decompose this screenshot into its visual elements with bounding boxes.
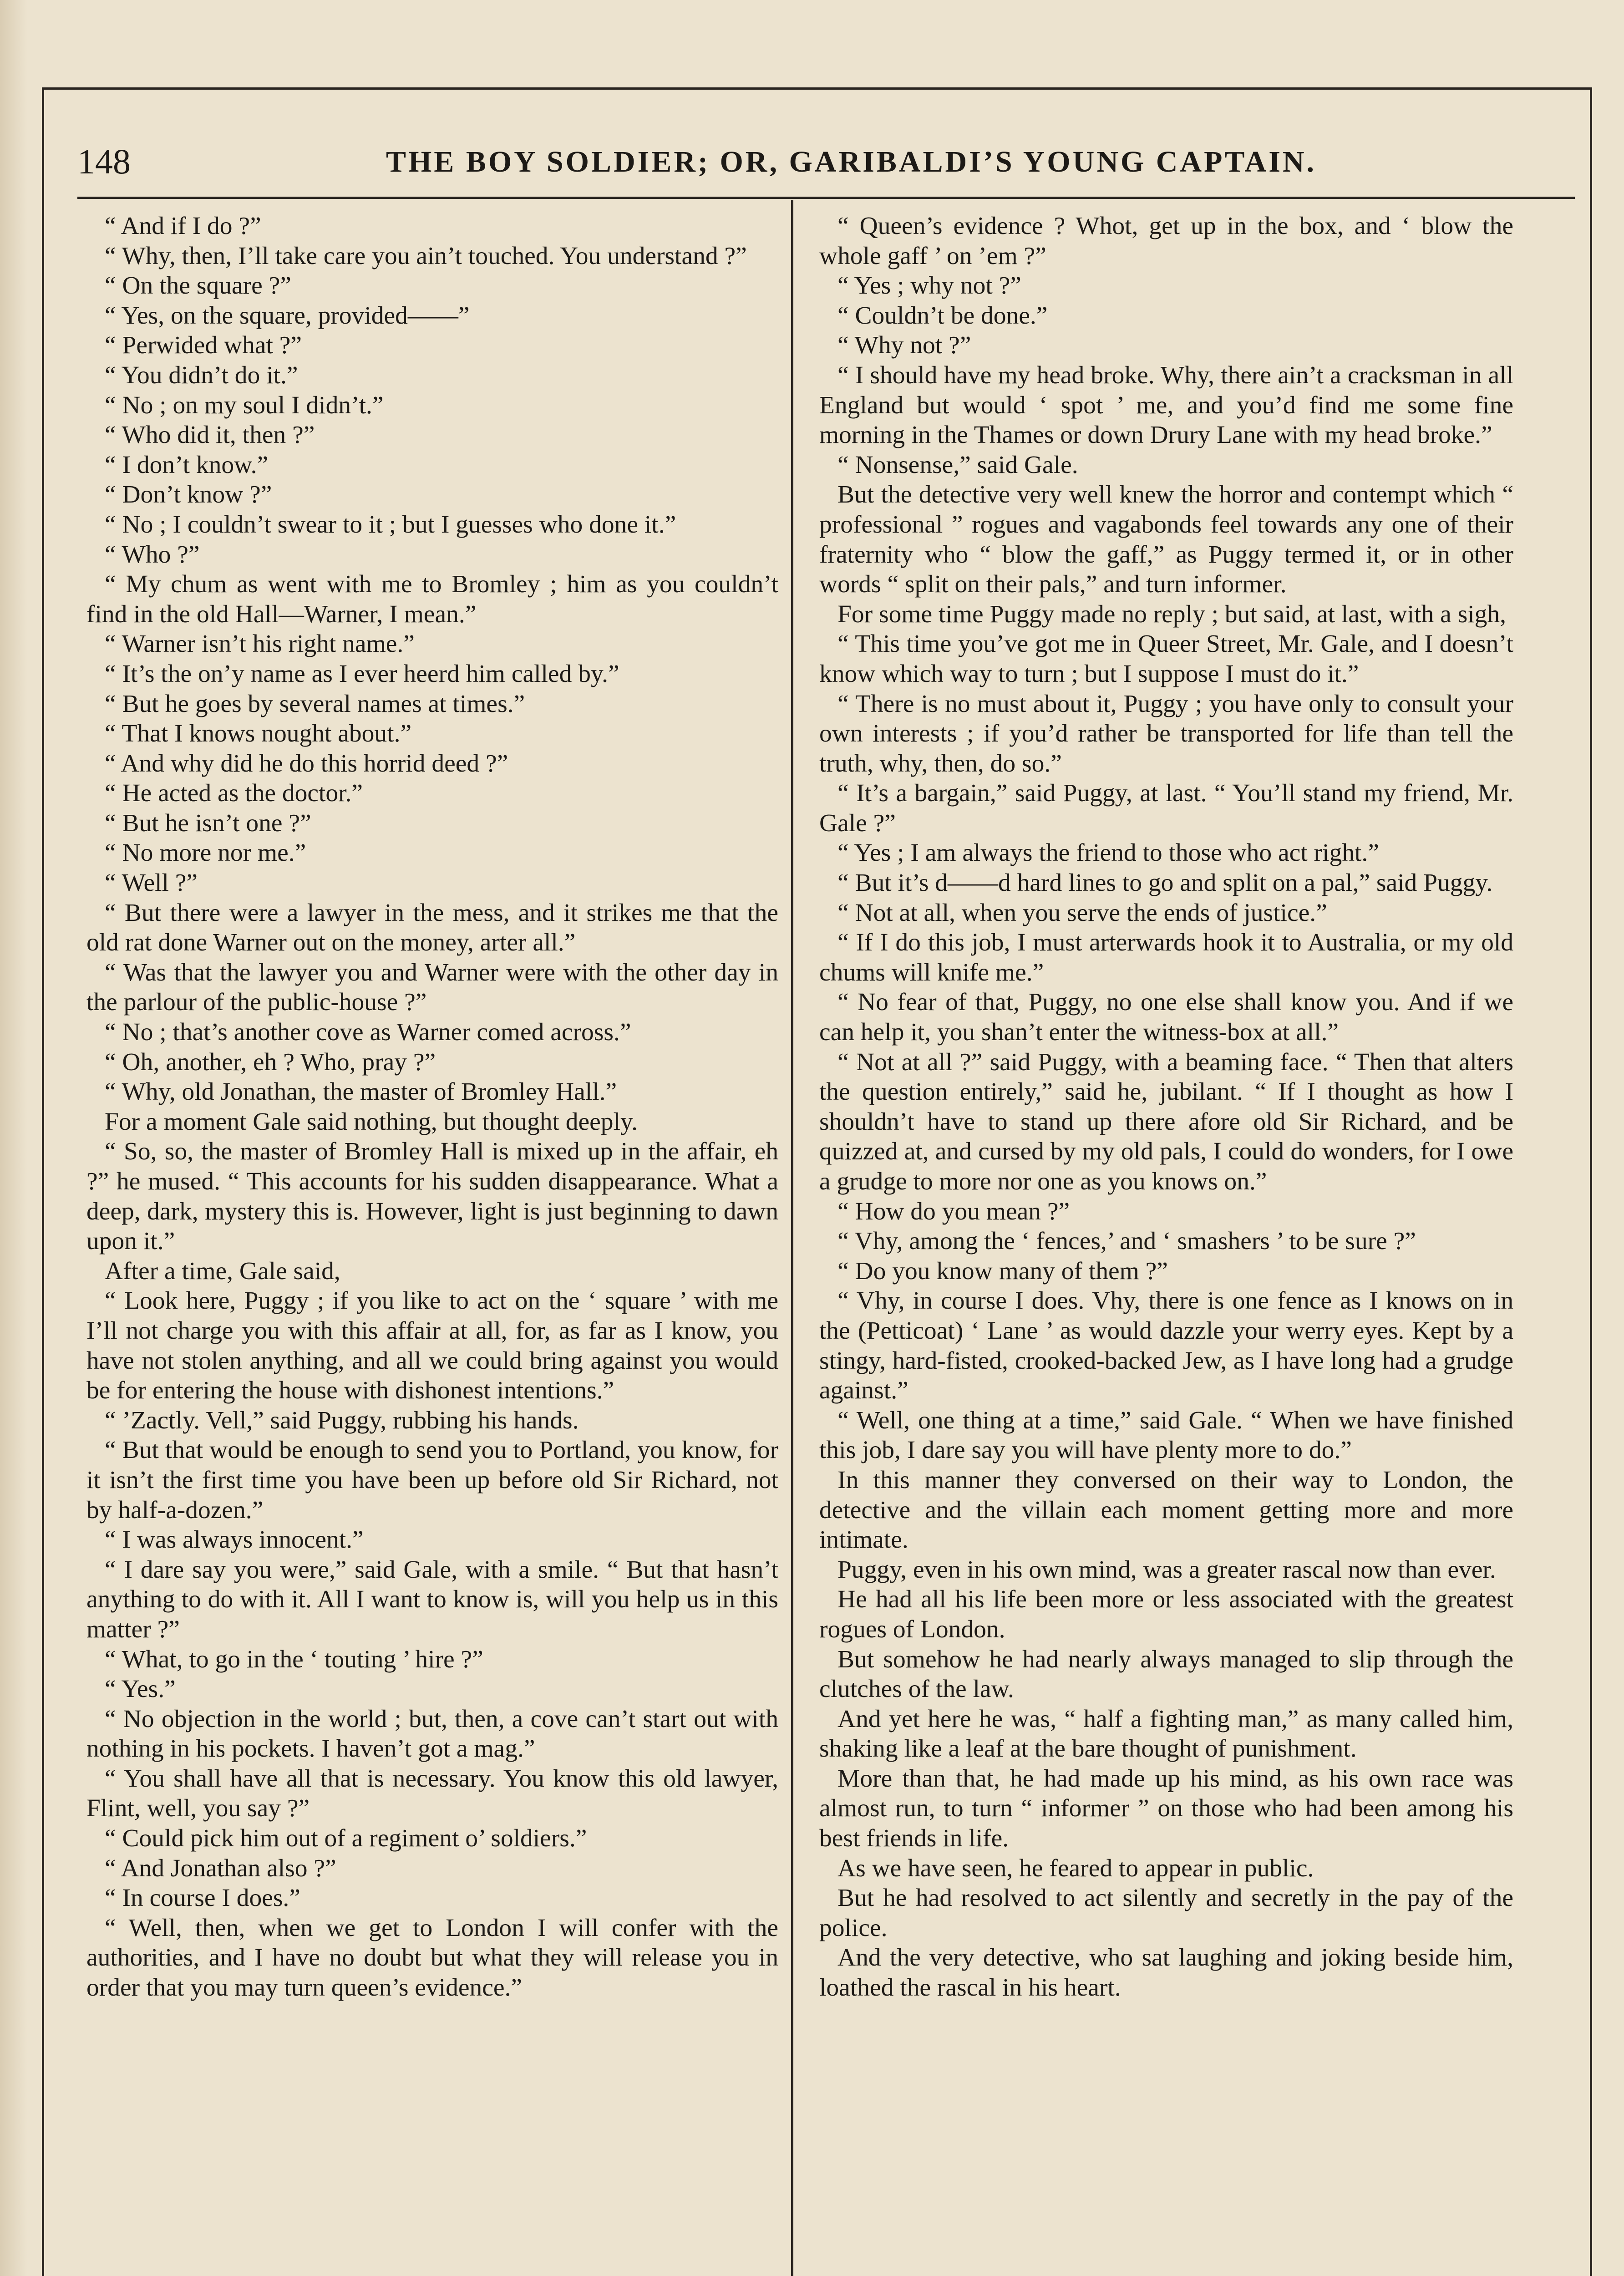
paragraph: “ Don’t know ?” xyxy=(105,481,272,509)
paragraph: “ Yes.” xyxy=(105,1675,176,1703)
paragraph: “ Queen’s evidence ? Whot, get up in the box, and ‘ blow the whole gaff ’ on ’em ?” xyxy=(819,212,1513,270)
header-rule xyxy=(77,197,1575,199)
paragraph: “ In course I does.” xyxy=(105,1884,300,1912)
paragraph: “ But he goes by several names at times.” xyxy=(105,690,525,718)
column-divider xyxy=(791,200,793,2276)
paragraph: “ No ; on my soul I didn’t.” xyxy=(105,391,384,419)
paragraph: “ And if I do ?” xyxy=(105,212,261,240)
page-header xyxy=(77,137,1579,187)
paragraph: “ Who ?” xyxy=(105,540,200,569)
paragraph: “ How do you mean ?” xyxy=(837,1197,1070,1225)
paragraph: “ My chum as went with me to Bromley ; him as you couldn’t find in the old Hall—Warner, I mean.” xyxy=(86,570,778,628)
paragraph: “ Well, one thing at a time,” said Gale. “ When we have finished this job, I dare say you will have plenty more to do.” xyxy=(819,1406,1513,1464)
paragraph: “ Look here, Puggy ; if you like to act on the ‘ square ’ with me I’ll not charge you with this affair at all, for, as far as I know, you have not stolen anything, and all we could bring against you would be for entering the house with dishonest intentions.” xyxy=(86,1287,778,1405)
paragraph: “ So, so, the master of Bromley Hall is mixed up in the affair, eh ?” he mused. “ This accounts for his sudden disappearance. What a deep, dark, mystery this is. However, light is just beginning to dawn upon it.” xyxy=(86,1138,778,1255)
paragraph: “ No fear of that, Puggy, no one else shall know you. And if we can help it, you shan’t enter the witness-box at all.” xyxy=(819,988,1513,1047)
paragraph: “ But he isn’t one ?” xyxy=(105,809,311,837)
paragraph: More than that, he had made up his mind, as his own race was almost run, to turn “ informer ” on those who had been among his best friends in life. xyxy=(819,1764,1513,1853)
paragraph: “ I don’t know.” xyxy=(105,451,269,479)
paragraph: “ Yes ; why not ?” xyxy=(837,272,1021,300)
paragraph: After a time, Gale said, xyxy=(105,1257,340,1285)
paragraph: And yet here he was, “ half a fighting man,” as many called him, shaking like a leaf at the bare thought of punishment. xyxy=(819,1705,1513,1763)
paragraph: “ That I knows nought about.” xyxy=(105,720,412,748)
paragraph: “ Vhy, among the ‘ fences,’ and ‘ smashers ’ to be sure ?” xyxy=(837,1227,1416,1255)
paragraph: For a moment Gale said nothing, but thought deeply. xyxy=(105,1108,638,1136)
paragraph: “ Yes ; I am always the friend to those who act right.” xyxy=(837,839,1379,867)
paragraph: And the very detective, who sat laughing and joking beside him, loathed the rascal in his heart. xyxy=(819,1944,1513,2002)
paragraph: “ Vhy, in course I does. Vhy, there is one fence as I knows on in the (Petticoat) ‘ Lane ’ as would dazzle your werry eyes. Kept by a stingy, hard-fisted, crooked-backed Jew, as I have long had a grudge against.” xyxy=(819,1287,1513,1405)
paragraph: “ Oh, another, eh ? Who, pray ?” xyxy=(105,1048,436,1076)
paragraph: But the detective very well knew the horror and contempt which “ professional ” rogues and vagabonds feel towards any one of their fraternity who “ blow the gaff,” as Puggy termed it, or in other words “ split on their pals,” and turn informer. xyxy=(819,481,1513,599)
page-number: 148 xyxy=(77,142,131,181)
paragraph: Puggy, even in his own mind, was a greater rascal now than ever. xyxy=(837,1555,1496,1584)
paragraph: “ There is no must about it, Puggy ; you have only to consult your own interests ; if you’d rather be transported for life than tell the truth, why, then, do so.” xyxy=(819,690,1513,777)
paragraph: “ Not at all, when you serve the ends of justice.” xyxy=(837,899,1327,927)
paragraph: “ He acted as the doctor.” xyxy=(105,779,363,808)
paragraph: “ You didn’t do it.” xyxy=(105,361,298,389)
paragraph: “ I dare say you were,” said Gale, with a smile. “ But that hasn’t anything to do with it. All I want to know is, will you help us in this matter ?” xyxy=(86,1555,778,1643)
paragraph: “ I was always innocent.” xyxy=(105,1526,364,1554)
paragraph: “ Yes, on the square, provided——” xyxy=(105,301,470,330)
paragraph: He had all his life been more or less associated with the greatest rogues of London. xyxy=(819,1585,1513,1643)
paragraph: “ Perwided what ?” xyxy=(105,331,302,360)
paragraph: As we have seen, he feared to appear in public. xyxy=(837,1854,1314,1882)
paragraph: “ You shall have all that is necessary. You know this old lawyer, Flint, well, you say ?” xyxy=(86,1764,778,1823)
paragraph: “ Well ?” xyxy=(105,869,198,897)
paragraph: “ No ; I couldn’t swear to it ; but I guesses who done it.” xyxy=(105,510,676,539)
paragraph: But he had resolved to act silently and secretly in the pay of the police. xyxy=(819,1884,1513,1942)
paragraph: “ I should have my head broke. Why, there ain’t a cracksman in all England but would ‘ spot ’ me, and you’d find me some fine morning in the Thames or down Drury Lane with my head broke.” xyxy=(819,361,1513,449)
paragraph: “ On the square ?” xyxy=(105,272,291,300)
paragraph: “ Do you know many of them ?” xyxy=(837,1257,1168,1285)
paragraph: “ No more nor me.” xyxy=(105,839,306,867)
paragraph: “ If I do this job, I must arterwards hook it to Australia, or my old chums will knife me.” xyxy=(819,929,1513,986)
paragraph: “ And why did he do this horrid deed ?” xyxy=(105,749,508,777)
page-edge xyxy=(0,0,27,2276)
paragraph: “ No ; that’s another cove as Warner comed across.” xyxy=(105,1018,631,1047)
paragraph: “ But there were a lawyer in the mess, and it strikes me that the old rat done Warner out on the money, arter all.” xyxy=(86,899,778,957)
paragraph: “ Could pick him out of a regiment o’ soldiers.” xyxy=(105,1824,587,1853)
paragraph: “ Warner isn’t his right name.” xyxy=(105,630,415,658)
paragraph: “ Why, then, I’ll take care you ain’t touched. You understand ?” xyxy=(105,242,747,270)
paragraph: “ Well, then, when we get to London I will confer with the authorities, and I have no doubt but what they will release you in order that you may turn queen’s evidence.” xyxy=(86,1914,778,2002)
paragraph: “ Nonsense,” said Gale. xyxy=(837,451,1078,479)
paragraph: “ And Jonathan also ?” xyxy=(105,1854,336,1882)
paragraph: For some time Puggy made no reply ; but said, at last, with a sigh, xyxy=(837,600,1507,628)
paragraph: “ Why, old Jonathan, the master of Bromley Hall.” xyxy=(105,1078,617,1106)
text-column-left xyxy=(86,211,778,2276)
paragraph: “ Why not ?” xyxy=(837,331,971,360)
paragraph: “ Was that the lawyer you and Warner were with the other day in the parlour of the public-house ?” xyxy=(86,958,778,1016)
paragraph: “ Not at all ?” said Puggy, with a beaming face. “ Then that alters the question entirely,” said he, jubilant. “ If I thought as how I shouldn’t have to stand up there afore old Sir Richard, and be quizzed at, and cursed by my old pals, I could do wonders, for I owe a grudge to more nor one as you knows on.” xyxy=(819,1048,1513,1195)
running-title: THE BOY SOLDIER; OR, GARIBALDI’S YOUNG CAPTAIN. xyxy=(386,145,1317,178)
paragraph: “ It’s a bargain,” said Puggy, at last. “ You’ll stand my friend, Mr. Gale ?” xyxy=(819,779,1513,837)
paragraph: “ It’s the on’y name as I ever heerd him called by.” xyxy=(105,660,619,688)
paragraph: But somehow he had nearly always managed to slip through the clutches of the law. xyxy=(819,1645,1513,1703)
paragraph: “ Couldn’t be done.” xyxy=(837,301,1048,330)
paragraph: In this manner they conversed on their way to London, the detective and the villain each moment getting more and more intimate. xyxy=(819,1466,1513,1554)
text-column-right xyxy=(819,211,1513,2276)
paragraph: “ But that would be enough to send you to Portland, you know, for it isn’t the first time you have been up before old Sir Richard, not by half-a-dozen.” xyxy=(86,1436,778,1524)
paragraph: “ But it’s d——d hard lines to go and split on a pal,” said Puggy. xyxy=(837,869,1493,897)
paragraph: “ No objection in the world ; but, then, a cove can’t start out with nothing in his pockets. I haven’t got a mag.” xyxy=(86,1705,778,1763)
paragraph: “ ’Zactly. Vell,” said Puggy, rubbing his hands. xyxy=(105,1406,579,1434)
paragraph: “ What, to go in the ‘ touting ’ hire ?” xyxy=(105,1645,483,1673)
paragraph: “ Who did it, then ?” xyxy=(105,421,315,449)
paragraph: “ This time you’ve got me in Queer Street, Mr. Gale, and I doesn’t know which way to turn ; but I suppose I must do it.” xyxy=(819,630,1513,688)
